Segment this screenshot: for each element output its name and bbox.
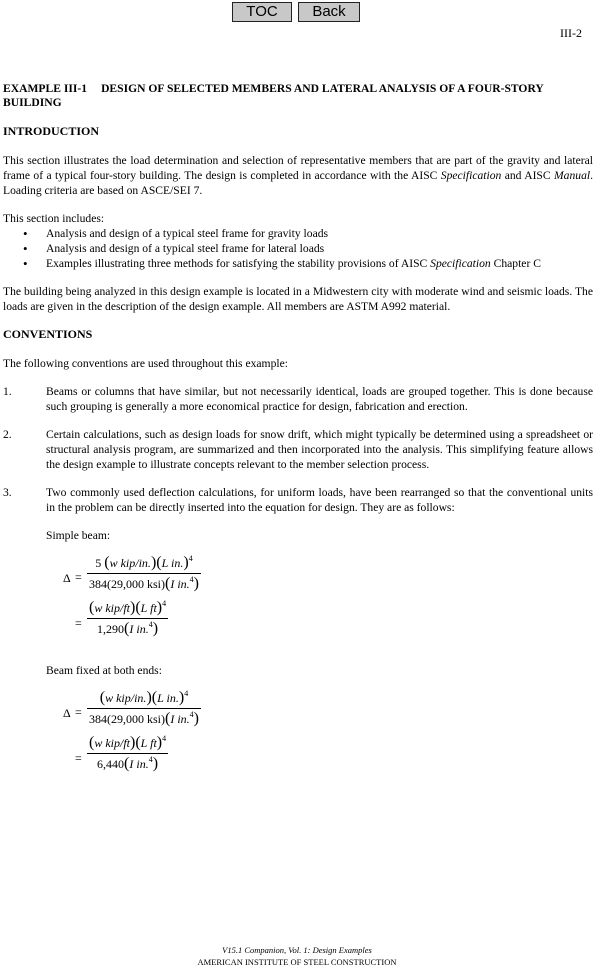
equals-sign: = — [75, 705, 82, 719]
term: w kip/ft — [94, 736, 130, 750]
numerator: (w kip/ft)(L ft)$^4$ — [89, 734, 167, 751]
fraction — [87, 600, 168, 637]
numerator: 5 (w kip/in.)(L in.)$^4$ — [95, 554, 193, 571]
simple-beam-equation — [65, 555, 593, 663]
term: I in. — [129, 622, 149, 636]
exponent: 4 — [189, 710, 194, 719]
exponent: 4 — [188, 554, 193, 563]
intro-text: and AISC — [501, 169, 555, 182]
convention-item-3 — [3, 485, 593, 515]
term: L ft — [140, 601, 157, 615]
term: w kip/in. — [105, 691, 147, 705]
conventions-heading: CONVENTIONS — [3, 327, 93, 341]
term: L in. — [161, 556, 184, 570]
coefficient: 5 — [95, 556, 102, 570]
item-number: 3. — [3, 486, 12, 499]
term: L in. — [157, 691, 179, 705]
includes-list — [3, 226, 593, 271]
introduction-paragraph — [3, 153, 593, 198]
term: L ft — [140, 736, 157, 750]
list-item: • Analysis and design of a typical steel frame for lateral loads — [3, 241, 593, 256]
coefficient: 1,290 — [97, 622, 125, 636]
fixed-beam-label: Beam fixed at both ends: — [46, 664, 162, 677]
term: w kip/ft — [94, 601, 130, 615]
footer-publication: V15.1 Companion, Vol. 1: Design Examples — [222, 945, 372, 955]
exponent: 4 — [162, 599, 167, 608]
exponent: 4 — [189, 575, 194, 584]
fixed-beam-equation — [65, 690, 593, 798]
denominator: 6,440(I in.$^4$) — [87, 753, 168, 772]
term: 384(29,000 ksi) — [89, 712, 165, 726]
includes-intro: This section includes: — [3, 212, 105, 225]
delta-symbol: Δ — [63, 571, 71, 585]
denominator: 1,290(I in.$^4$) — [87, 618, 168, 637]
denominator: 384(29,000 ksi)(I in.$^4$) — [89, 575, 199, 592]
term: I in. — [129, 757, 149, 771]
conventions-intro: The following conventions are used throughout this example: — [3, 357, 288, 370]
convention-item-1 — [3, 384, 593, 414]
toc-button[interactable]: TOC — [232, 2, 292, 22]
fraction — [87, 555, 201, 592]
exponent: 4 — [148, 620, 153, 629]
simple-beam-label: Simple beam: — [46, 529, 111, 542]
example-heading — [3, 82, 563, 110]
equals-sign: = — [75, 570, 82, 584]
back-button[interactable]: Back — [298, 2, 360, 22]
term: w kip/in. — [109, 556, 151, 570]
item-number: 2. — [3, 428, 12, 441]
exponent: 4 — [184, 689, 189, 698]
item-text: Beams or columns that have similar, but not necessarily identical, loads are grouped together. This is done because such grouping is generally a more economical practice for design, fabrication and erection. — [46, 385, 593, 413]
exponent: 4 — [162, 734, 167, 743]
list-text: Chapter C — [490, 257, 541, 270]
intro-text: This section illustrates the load determination and selection of representative members that are part of the gravity and lateral frame of a typical four-story building. The design is completed in accordance with the AISC — [3, 154, 593, 182]
numerator: (w kip/in.)(L in.)$^4$ — [99, 689, 189, 706]
item-number: 1. — [3, 385, 12, 398]
exponent: 4 — [148, 755, 153, 764]
delta-symbol: Δ — [63, 706, 71, 720]
manual-ref: Manual — [554, 169, 591, 182]
spec-ref: Specification — [440, 169, 502, 182]
list-item — [3, 256, 593, 271]
term: I in. — [170, 577, 190, 591]
coefficient: 6,440 — [97, 757, 125, 771]
equals-sign: = — [75, 616, 82, 630]
term: I in. — [170, 712, 190, 726]
convention-item-2 — [3, 427, 593, 472]
building-description-paragraph: The building being analyzed in this design example is located in a Midwestern city with moderate wind and seismic loads. The loads are given in the description of the design example. All members are ASTM A992 material. — [3, 285, 593, 313]
example-title: DESIGN OF SELECTED MEMBERS AND LATERAL ANALYSIS OF A FOUR-STORY BUILDING — [3, 82, 544, 109]
fraction — [87, 690, 201, 727]
list-text: Examples illustrating three methods for satisfying the stability provisions of AISC — [46, 257, 431, 270]
introduction-heading: INTRODUCTION — [3, 124, 100, 138]
equals-sign: = — [75, 751, 82, 765]
list-item: • Analysis and design of a typical steel frame for gravity loads — [3, 226, 593, 241]
example-id: EXAMPLE III-1 — [3, 82, 88, 95]
page-content — [3, 82, 593, 798]
numerator: (w kip/ft)(L ft)$^4$ — [89, 599, 167, 616]
denominator: 384(29,000 ksi)(I in.$^4$) — [89, 710, 199, 727]
spec-ref: Specification — [430, 257, 491, 270]
intro-text: . Loading criteria are based on ASCE/SEI 7. — [3, 169, 593, 197]
term: 384(29,000 ksi) — [89, 577, 165, 591]
footer-publisher: AMERICAN INSTITUTE OF STEEL CONSTRUCTION — [197, 957, 397, 967]
item-text: Two commonly used deflection calculations, for uniform loads, have been rearranged so that the conventional units in the problem can be directly inserted into the equation for design. They are as follows: — [46, 486, 593, 514]
item-text: Certain calculations, such as design loads for snow drift, which might typically be determined using a spreadsheet or structural analysis program, are summarized and then incorporated into the analysis. This simplifying feature allows the design example to illustrate concepts relevant to the member selection process. — [46, 428, 593, 471]
page-number: III-2 — [560, 26, 582, 40]
fraction — [87, 735, 168, 772]
